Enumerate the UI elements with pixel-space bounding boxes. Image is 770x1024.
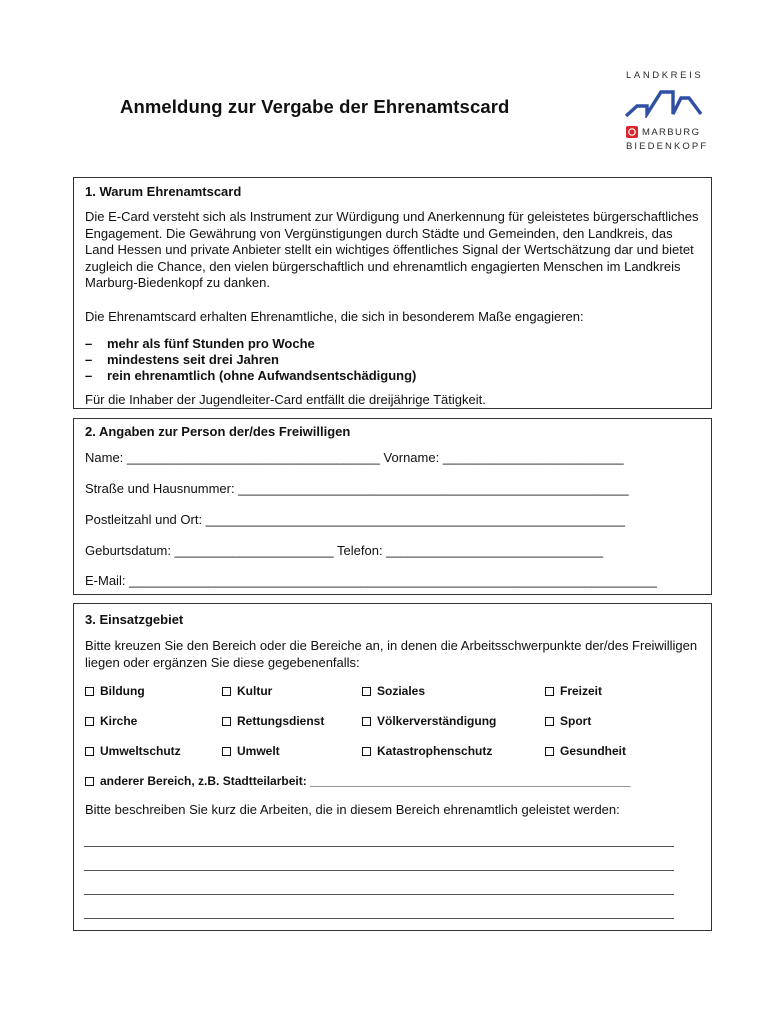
- logo-biedenkopf-text: BIEDENKOPF: [626, 141, 709, 152]
- bullet-dash: –: [85, 336, 93, 351]
- bullet-dash: –: [85, 352, 93, 367]
- logo-landkreis-text: LANDKREIS: [626, 70, 704, 81]
- bullet-dash: –: [85, 368, 93, 383]
- checkbox-voelkerverstaendigung[interactable]: Völkerverständigung: [362, 714, 496, 728]
- section3-instruction: Bitte kreuzen Sie den Bereich oder die Bereiche an, in denen die Arbeitsschwerpunkte der/des Freiwilligen liegen oder ergänzen Sie diese gegebenenfalls:: [85, 638, 698, 670]
- skyline-logo-icon: [625, 88, 707, 118]
- checkbox-bildung[interactable]: Bildung: [85, 684, 145, 698]
- checkbox-icon: [85, 687, 94, 696]
- section3-heading: 3. Einsatzgebiet: [85, 612, 184, 627]
- checkbox-umweltschutz[interactable]: Umweltschutz: [85, 744, 181, 758]
- section-warum: [73, 177, 712, 409]
- description-line[interactable]: [84, 918, 674, 919]
- checkbox-anderer-bereich[interactable]: anderer Bereich, z.B. Stadtteilarbeit: ________________________________________________: [85, 774, 630, 788]
- page-title: Anmeldung zur Vergabe der Ehrenamtscard: [120, 96, 510, 117]
- checkbox-icon: [545, 747, 554, 756]
- section1-note: Für die Inhaber der Jugendleiter-Card entfällt die dreijährige Tätigkeit.: [85, 392, 486, 407]
- description-line[interactable]: [84, 870, 674, 871]
- checkbox-sport[interactable]: Sport: [545, 714, 591, 728]
- checkbox-icon: [222, 717, 231, 726]
- section-person: [73, 418, 712, 595]
- checkbox-icon: [85, 747, 94, 756]
- landkreis-logo: [622, 68, 722, 158]
- criterion-3: – rein ehrenamtlich (ohne Aufwandsentschädigung): [85, 368, 417, 383]
- checkbox-soziales[interactable]: Soziales: [362, 684, 425, 698]
- street-field[interactable]: Straße und Hausnummer: ______________________________________________________: [85, 481, 629, 496]
- checkbox-kultur[interactable]: Kultur: [222, 684, 272, 698]
- checkbox-icon: [85, 717, 94, 726]
- description-line[interactable]: [84, 846, 674, 847]
- checkbox-gesundheit[interactable]: Gesundheit: [545, 744, 626, 758]
- checkbox-icon: [222, 687, 231, 696]
- description-line[interactable]: [84, 894, 674, 895]
- section-einsatzgebiet: [73, 603, 712, 931]
- coat-of-arms-icon: [626, 126, 638, 138]
- checkbox-icon: [85, 777, 94, 786]
- email-field[interactable]: E-Mail: _________________________________________________________________________: [85, 573, 657, 588]
- checkbox-icon: [222, 747, 231, 756]
- postal-city-field[interactable]: Postleitzahl und Ort: __________________________________________________________: [85, 512, 626, 527]
- criterion-2: – mindestens seit drei Jahren: [85, 352, 279, 367]
- checkbox-icon: [545, 717, 554, 726]
- checkbox-freizeit[interactable]: Freizeit: [545, 684, 602, 698]
- section1-heading: 1. Warum Ehrenamtscard: [85, 184, 242, 199]
- checkbox-icon: [362, 747, 371, 756]
- checkbox-icon: [545, 687, 554, 696]
- checkbox-icon: [362, 717, 371, 726]
- section1-paragraph: Die E-Card versteht sich als Instrument zur Würdigung und Anerkennung für geleistetes bürgerschaftliches Engagement. Die Gewährung von Vergünstigungen durch Städte und Gemeinden, den Landkreis, das Land Hessen und private Anbieter stellt ein wichtiges öffentliches Signal der Wertschätzung dar und bietet zugleich die Chance, den vielen bürgerschaftlich und ehrenamtlich engagierten Menschen im Landkreis Marburg-Biedenkopf zu danken.: [85, 209, 699, 291]
- checkbox-kirche[interactable]: Kirche: [85, 714, 137, 728]
- checkbox-icon: [362, 687, 371, 696]
- section1-intro: Die Ehrenamtscard erhalten Ehrenamtliche, die sich in besonderem Maße engagieren:: [85, 309, 584, 324]
- checkbox-umwelt[interactable]: Umwelt: [222, 744, 280, 758]
- checkbox-rettungsdienst[interactable]: Rettungsdienst: [222, 714, 324, 728]
- birthdate-phone-field[interactable]: Geburtsdatum: ______________________ Telefon: ______________________________: [85, 543, 604, 558]
- section2-heading: 2. Angaben zur Person der/des Freiwilligen: [85, 424, 351, 439]
- describe-prompt: Bitte beschreiben Sie kurz die Arbeiten, die in diesem Bereich ehrenamtlich geleistet werden:: [85, 802, 620, 817]
- logo-marburg-text: MARBURG: [642, 126, 701, 138]
- criterion-1: – mehr als fünf Stunden pro Woche: [85, 336, 315, 351]
- name-field[interactable]: Name: ___________________________________ Vorname: _________________________: [85, 450, 624, 465]
- checkbox-katastrophenschutz[interactable]: Katastrophenschutz: [362, 744, 492, 758]
